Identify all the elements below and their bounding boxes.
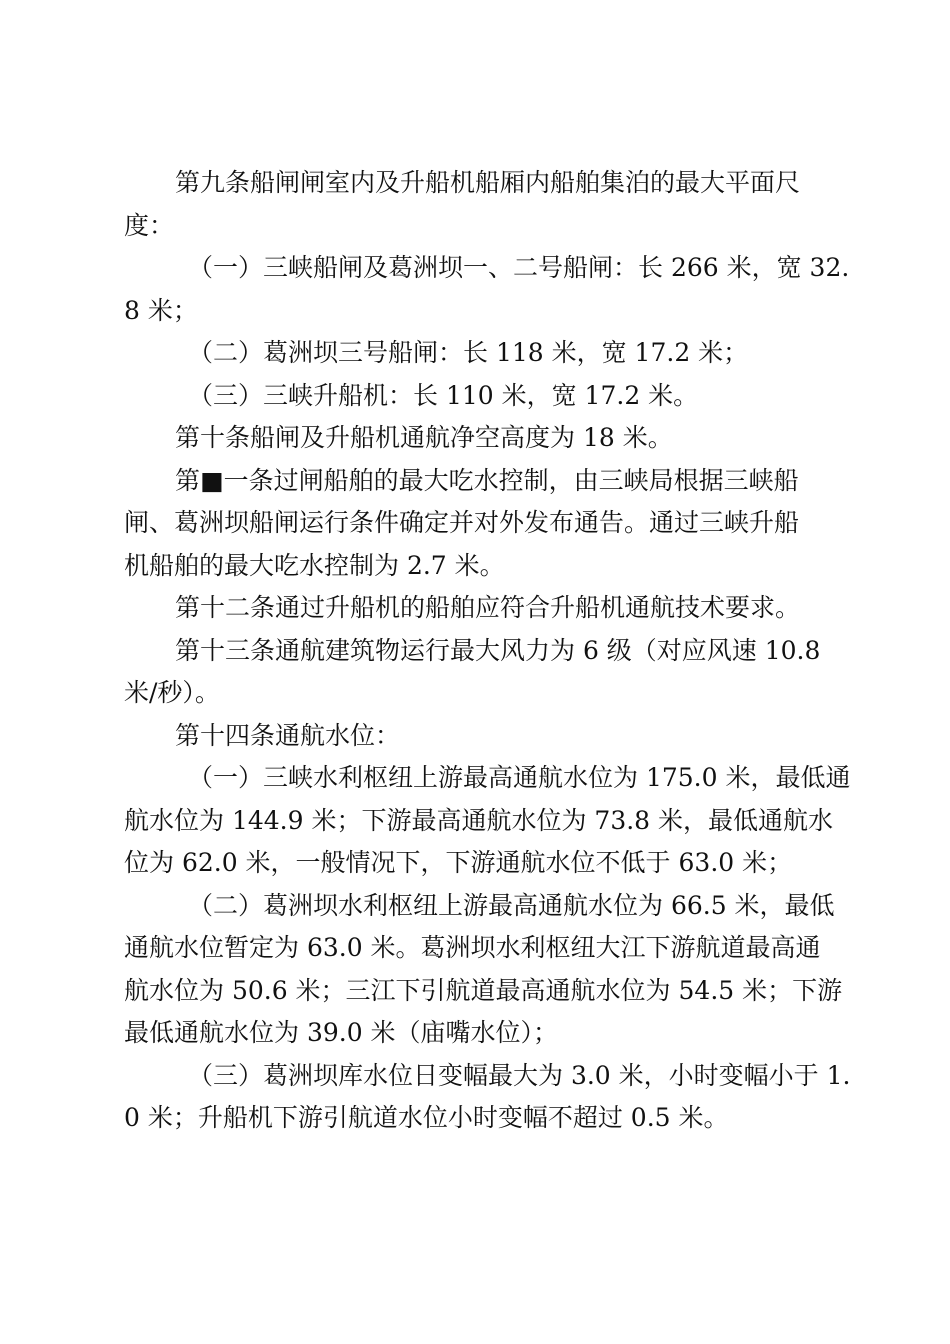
text-line: （三）三峡升船机：长 110 米，宽 17.2 米。: [188, 380, 699, 410]
text-line: 度：: [124, 210, 175, 240]
document-body: [124, 162, 851, 1140]
text-line: 第十条船闸及升船机通航净空高度为 18 米。: [175, 423, 673, 452]
text-line: 0 米；升船机下游引航道水位小时变幅不超过 0.5 米。: [124, 1103, 729, 1132]
text-line: 第■一条过闸船舶的最大吃水控制，由三峡局根据三峡船: [175, 465, 799, 495]
text-line: （二）葛洲坝水利枢纽上游最高通航水位为 66.5 米，最低: [188, 890, 835, 920]
text-line: 最低通航水位为 39.0 米（庙嘴水位）；: [124, 1018, 559, 1047]
text-line: 位为 62.0 米，一般情况下，下游通航水位不低于 63.0 米；: [124, 848, 793, 877]
text-line: 8 米；: [124, 295, 198, 325]
text-line: 米/秒）。: [124, 678, 220, 707]
text-line: （一）三峡水利枢纽上游最高通航水位为 175.0 米，最低通: [188, 763, 851, 792]
text-line: 第十三条通航建筑物运行最大风力为 6 级（对应风速 10.8: [175, 635, 821, 665]
text-line: 航水位为 50.6 米；三江下引航道最高通航水位为 54.5 米；下游: [124, 975, 843, 1005]
text-line: 第九条船闸闸室内及升船机船厢内船舶集泊的最大平面尺: [175, 168, 801, 197]
text-line: 第十二条通过升船机的船舶应符合升船机通航技术要求。: [175, 593, 801, 622]
text-line: 航水位为 144.9 米；下游最高通航水位为 73.8 米，最低通航水: [124, 805, 834, 835]
text-line: （三）葛洲坝库水位日变幅最大为 3.0 米，小时变幅小于 1.: [188, 1060, 851, 1090]
text-line: （一）三峡船闸及葛洲坝一、二号船闸：长 266 米，宽 32.: [188, 253, 850, 282]
text-line: 第十四条通航水位：: [175, 720, 401, 750]
text-line: 机船舶的最大吃水控制为 2.7 米。: [124, 550, 505, 580]
text-line: （二）葛洲坝三号船闸：长 118 米，宽 17.2 米；: [188, 338, 749, 367]
text-line: 闸、葛洲坝船闸运行条件确定并对外发布通告。通过三峡升船: [124, 508, 800, 537]
text-line: 通航水位暂定为 63.0 米。葛洲坝水利枢纽大江下游航道最高通: [124, 933, 821, 962]
